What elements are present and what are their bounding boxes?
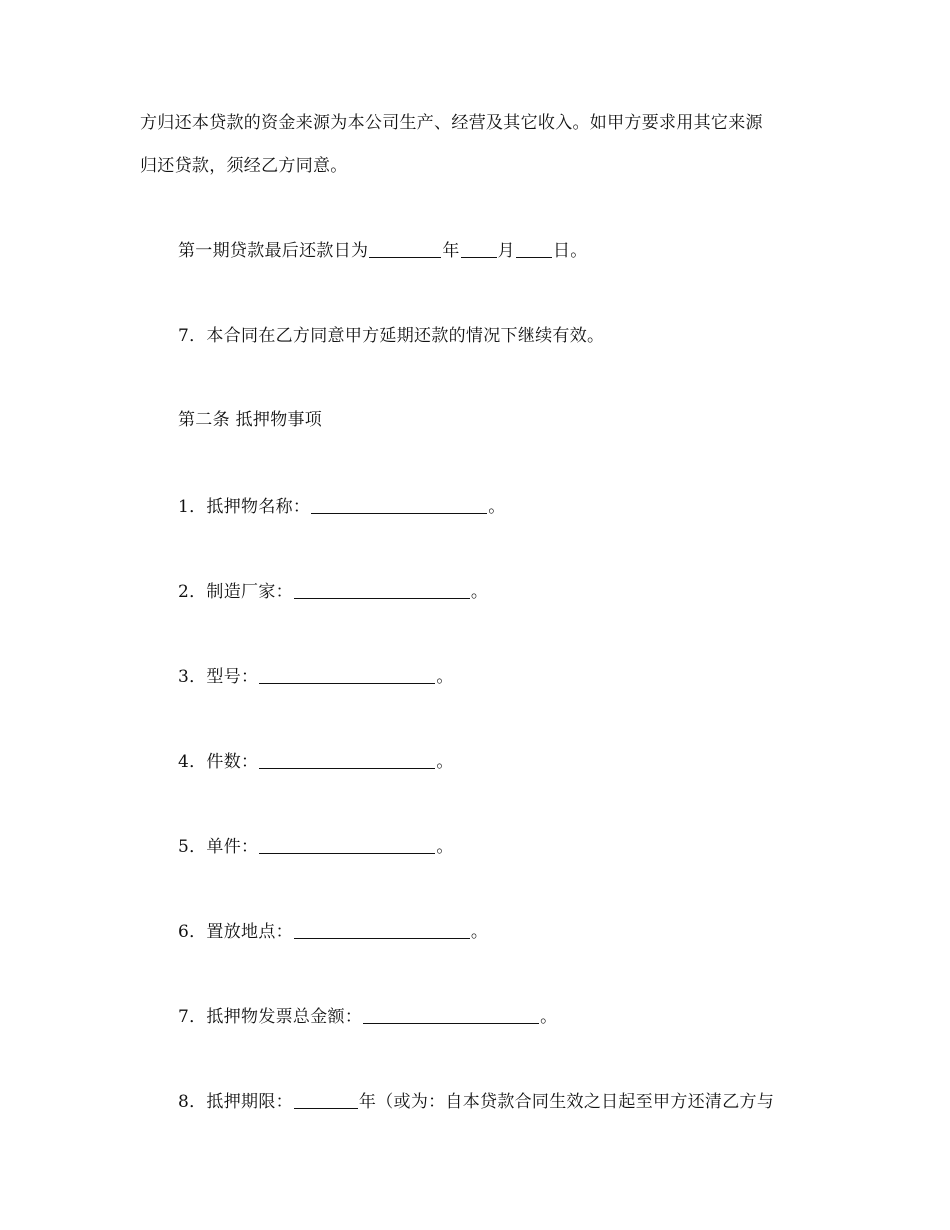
manufacturer-label: 2．制造厂家：: [178, 582, 293, 602]
paragraph-line: 方归还本贷款的资金来源为本公司生产、经营及其它收入。如甲方要求用其它来源: [140, 113, 763, 133]
month-label: 月: [497, 241, 515, 261]
mortgage-term-line: [178, 1090, 774, 1114]
day-blank-field[interactable]: [516, 239, 552, 258]
article-2-heading: 第二条 抵押物事项: [178, 410, 323, 430]
clause-7-validity: 7．本合同在乙方同意甲方延期还款的情况下继续有效。: [178, 326, 605, 346]
mortgage-term-field[interactable]: [294, 1090, 358, 1109]
year-blank-field[interactable]: [369, 239, 441, 258]
mortgage-term-label: 8．抵押期限：: [178, 1092, 293, 1112]
location-label: 6．置放地点：: [178, 922, 293, 942]
first-repayment-date-line: [178, 239, 588, 263]
period-mark: 。: [470, 922, 489, 942]
invoice-amount-field[interactable]: [363, 1005, 539, 1024]
quantity-line: [178, 750, 454, 774]
unit-field[interactable]: [259, 835, 435, 854]
collateral-name-label: 1．抵押物名称：: [178, 497, 311, 517]
year-label: 年: [442, 241, 460, 261]
collateral-name-field[interactable]: [311, 495, 487, 514]
period-mark: 。: [436, 752, 454, 772]
unit-line: [178, 835, 454, 859]
model-line: [178, 665, 454, 689]
location-line: [178, 920, 488, 944]
paragraph-line: 归还贷款，须经乙方同意。: [140, 156, 348, 176]
model-label: 3．型号：: [178, 667, 259, 687]
manufacturer-line: [178, 580, 488, 604]
quantity-label: 4．件数：: [178, 752, 259, 772]
location-field[interactable]: [294, 920, 470, 939]
period-mark: 。: [540, 1007, 558, 1027]
invoice-amount-label: 7．抵押物发票总金额：: [178, 1007, 363, 1027]
day-label: 日。: [552, 241, 588, 261]
period-mark: 。: [436, 667, 454, 687]
unit-label: 5．单件：: [178, 837, 259, 857]
repayment-date-label: 第一期贷款最后还款日为: [178, 241, 369, 261]
month-blank-field[interactable]: [461, 239, 497, 258]
invoice-amount-line: [178, 1005, 557, 1029]
model-field[interactable]: [259, 665, 435, 684]
mortgage-term-text: 年（或为：自本贷款合同生效之日起至甲方还清乙方与: [358, 1092, 775, 1112]
quantity-field[interactable]: [259, 750, 435, 769]
collateral-name-line: [178, 495, 506, 519]
period-mark: 。: [436, 837, 454, 857]
period-mark: 。: [488, 497, 506, 517]
manufacturer-field[interactable]: [294, 580, 470, 599]
period-mark: 。: [470, 582, 489, 602]
